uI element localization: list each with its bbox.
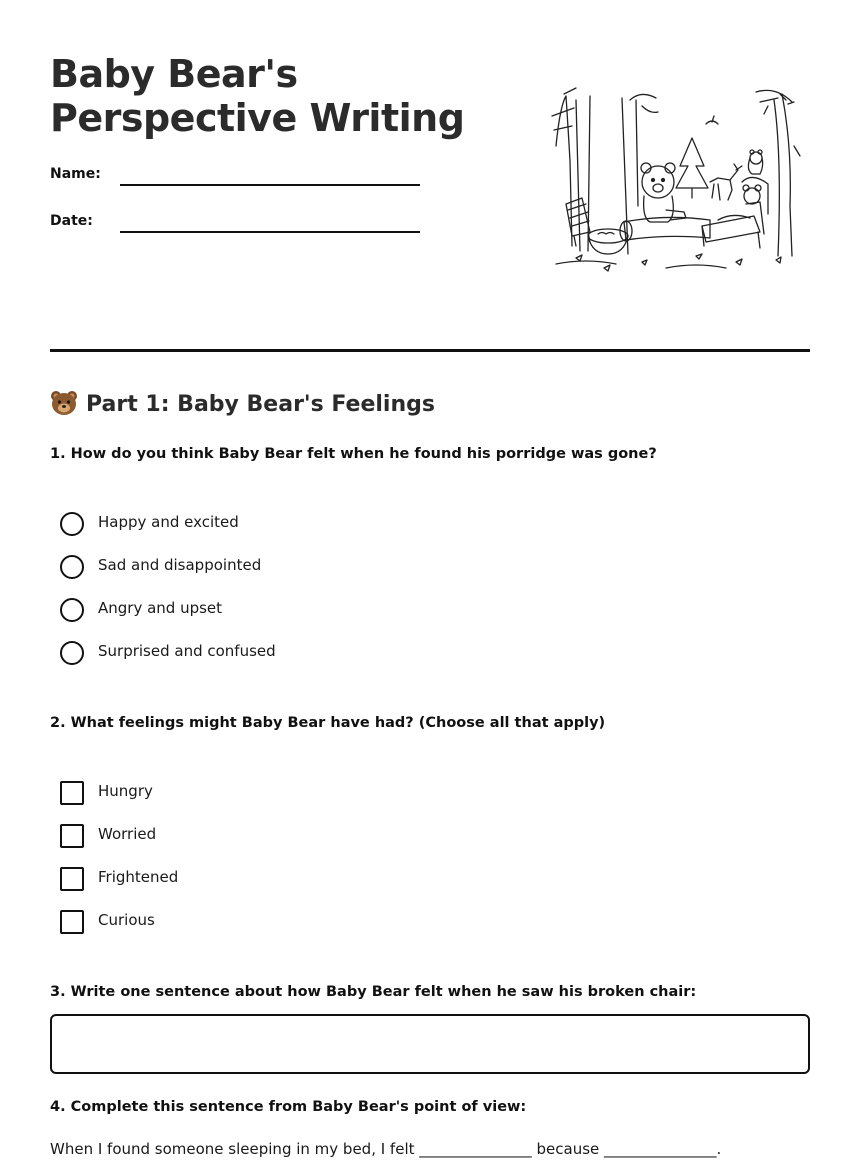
date-label: Date: — [50, 213, 93, 229]
q1-option-surprised[interactable] — [60, 640, 460, 666]
question-1: 1. How do you think Baby Bear felt when he found his porridge was gone? — [50, 446, 657, 462]
option-label: Hungry — [98, 782, 153, 800]
q2-option-frightened[interactable] — [60, 866, 460, 892]
option-label: Happy and excited — [98, 513, 239, 531]
part1-heading — [50, 390, 435, 417]
part1-heading-text: Part 1: Baby Bear's Feelings — [86, 392, 435, 417]
page-title: Baby Bear's Perspective Writing — [50, 52, 465, 140]
q1-option-happy[interactable] — [60, 511, 460, 537]
question-2: 2. What feelings might Baby Bear have had? (Choose all that apply) — [50, 715, 606, 731]
date-line[interactable] — [120, 231, 420, 233]
q3-answer-box[interactable] — [50, 1014, 810, 1074]
date-field[interactable] — [50, 213, 420, 233]
radio-button[interactable] — [60, 555, 84, 579]
q4-sentence[interactable]: When I found someone sleeping in my bed, I felt _______________ because _______________. — [50, 1140, 722, 1158]
header-divider — [50, 349, 810, 352]
checkbox[interactable] — [60, 910, 84, 934]
checkbox[interactable] — [60, 824, 84, 848]
option-label: Sad and disappointed — [98, 556, 262, 574]
name-field[interactable] — [50, 166, 420, 186]
name-line[interactable] — [120, 184, 420, 186]
radio-button[interactable] — [60, 598, 84, 622]
checkbox[interactable] — [60, 781, 84, 805]
bear-face-icon — [50, 390, 78, 416]
option-label: Worried — [98, 825, 157, 843]
question-3: 3. Write one sentence about how Baby Bear felt when he saw his broken chair: — [50, 984, 697, 1000]
option-label: Frightened — [98, 868, 179, 886]
q2-option-worried[interactable] — [60, 823, 460, 849]
q2-option-curious[interactable] — [60, 909, 460, 935]
q1-option-angry[interactable] — [60, 597, 460, 623]
q2-option-hungry[interactable] — [60, 780, 460, 806]
option-label: Angry and upset — [98, 599, 223, 617]
question-4: 4. Complete this sentence from Baby Bear's point of view: — [50, 1099, 527, 1115]
option-label: Surprised and confused — [98, 642, 276, 660]
radio-button[interactable] — [60, 641, 84, 665]
radio-button[interactable] — [60, 512, 84, 536]
name-label: Name: — [50, 166, 101, 182]
q1-option-sad[interactable] — [60, 554, 460, 580]
checkbox[interactable] — [60, 867, 84, 891]
three-bears-forest-illustration — [546, 86, 801, 276]
worksheet-page — [50, 0, 810, 1161]
option-label: Curious — [98, 911, 155, 929]
